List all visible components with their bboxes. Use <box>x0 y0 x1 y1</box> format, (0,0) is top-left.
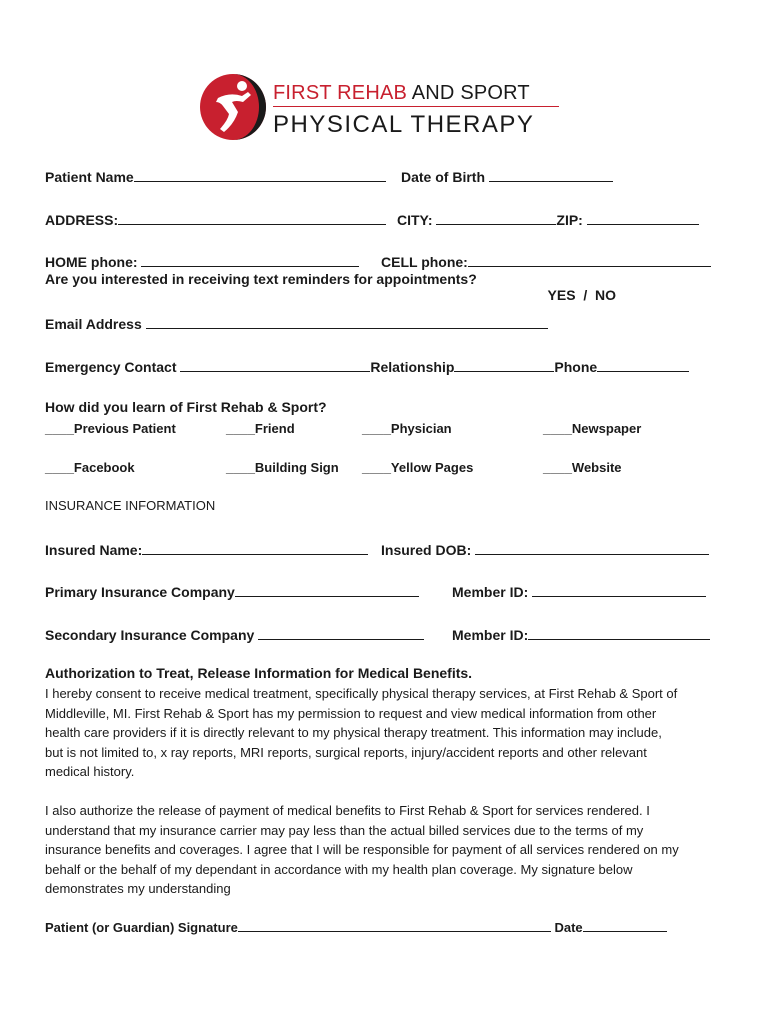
dob-field[interactable] <box>489 166 613 182</box>
primary-insurance-field[interactable] <box>235 581 419 597</box>
paragraph-line: medical history. <box>45 764 135 779</box>
relationship-label: Relationship <box>370 359 455 375</box>
member-id-label-2: Member ID: <box>452 627 529 643</box>
phone-field[interactable] <box>597 356 689 372</box>
paragraph-line: but is not limited to, x ray reports, MRI reports, surgical reports, injury/accident reports and other relevant <box>45 744 647 760</box>
logo-runner-icon <box>198 72 268 142</box>
patient-name-label: Patient Name <box>45 169 134 185</box>
date-label: Date <box>554 920 583 935</box>
authorization-heading: Authorization to Treat, Release Information for Medical Benefits. <box>45 665 473 681</box>
referral-option-physician[interactable] <box>362 421 452 436</box>
emergency-contact-field[interactable] <box>180 356 370 372</box>
referral-blank: ____ <box>362 421 391 436</box>
home-phone-label: HOME phone: <box>45 254 138 270</box>
referral-option-facebook[interactable] <box>45 460 135 475</box>
cell-phone-label: CELL phone: <box>381 254 468 270</box>
logo-divider <box>273 106 559 107</box>
authorization-paragraph-1 <box>45 684 735 782</box>
referral-blank: ____ <box>45 421 74 436</box>
yes-no-option[interactable]: YES / NO <box>547 287 616 303</box>
primary-insurance-label: Primary Insurance Company <box>45 584 235 600</box>
referral-option-website[interactable] <box>543 460 622 475</box>
insured-dob-label: Insured DOB: <box>381 542 472 558</box>
referral-option-label: Website <box>571 460 622 475</box>
referral-option-building-sign[interactable] <box>226 460 339 475</box>
member-id-field-2[interactable] <box>528 624 710 640</box>
referral-option-label: Physician <box>390 421 452 436</box>
insured-name-label: Insured Name: <box>45 542 143 558</box>
text-reminder-question: Are you interested in receiving text reminders for appointments? <box>45 271 477 287</box>
referral-blank: ____ <box>362 460 391 475</box>
home-phone-field[interactable] <box>141 251 359 267</box>
referral-option-newspaper[interactable] <box>543 421 641 436</box>
insured-name-field[interactable] <box>142 539 368 555</box>
referral-blank: ____ <box>45 460 74 475</box>
logo-line1-black: AND SPORT <box>407 82 530 104</box>
paragraph-line: I also authorize the release of payment of medical benefits to First Rehab & Sport for services rendered. I <box>45 803 650 818</box>
referral-blank: ____ <box>543 421 572 436</box>
city-field[interactable] <box>436 209 556 225</box>
referral-option-label: Facebook <box>73 460 135 475</box>
signature-label: Patient (or Guardian) Signature <box>45 920 238 935</box>
authorization-paragraph-2 <box>45 801 735 899</box>
email-label: Email Address <box>45 316 142 332</box>
member-id-label-1: Member ID: <box>452 584 529 600</box>
referral-option-label: Yellow Pages <box>390 460 474 475</box>
phone-label: Phone <box>554 359 598 375</box>
patient-name-field[interactable] <box>134 166 386 182</box>
insurance-heading: INSURANCE INFORMATION <box>45 498 216 513</box>
city-label: CITY: <box>397 212 433 228</box>
cell-phone-field[interactable] <box>468 251 711 267</box>
address-field[interactable] <box>118 209 386 225</box>
paragraph-line: understand that my insurance carrier may pay less than the actual billed services due to the terms of my <box>45 822 644 838</box>
relationship-field[interactable] <box>454 356 554 372</box>
date-field[interactable] <box>583 918 667 932</box>
member-id-field-1[interactable] <box>532 581 706 597</box>
referral-option-friend[interactable] <box>226 421 295 436</box>
logo-line1-red: FIRST REHAB <box>273 82 408 104</box>
address-label: ADDRESS: <box>45 212 119 228</box>
secondary-insurance-field[interactable] <box>258 624 424 640</box>
referral-question: How did you learn of First Rehab & Sport? <box>45 399 327 415</box>
insured-dob-field[interactable] <box>475 539 709 555</box>
referral-option-label: Building Sign <box>254 460 339 475</box>
dob-label: Date of Birth <box>401 169 485 185</box>
referral-blank: ____ <box>226 421 255 436</box>
logo-line2: PHYSICAL THERAPY <box>273 111 535 138</box>
referral-option-yellow-pages[interactable] <box>362 460 473 475</box>
zip-label: ZIP: <box>556 212 583 228</box>
referral-option-label: Friend <box>254 421 295 436</box>
paragraph-line: health care providers if it is directly relevant to my physical therapy treatment. This information may include, <box>45 725 662 740</box>
referral-option-label: Newspaper <box>571 421 642 436</box>
paragraph-line: I hereby consent to receive medical treatment, specifically physical therapy services, at First Rehab & Sport of <box>45 686 678 701</box>
emergency-contact-label: Emergency Contact <box>45 359 177 375</box>
secondary-insurance-label: Secondary Insurance Company <box>45 627 255 643</box>
referral-blank: ____ <box>226 460 255 475</box>
paragraph-line: demonstrates my understanding <box>45 881 231 896</box>
email-field[interactable] <box>146 313 548 329</box>
paragraph-line: behalf or the behalf of my dependant in accordance with my health plan coverage. My signature below <box>45 861 633 877</box>
signature-field[interactable] <box>238 918 551 932</box>
paragraph-line: insurance benefits and coverages. I agree that I will be responsible for payment of all services rendered on my <box>45 842 679 857</box>
paragraph-line: Middleville, MI. First Rehab & Sport has my permission to request and view medical information from other <box>45 705 657 721</box>
referral-blank: ____ <box>543 460 572 475</box>
referral-option-label: Previous Patient <box>73 421 176 436</box>
zip-field[interactable] <box>587 209 699 225</box>
referral-option-previous-patient[interactable] <box>45 421 176 436</box>
